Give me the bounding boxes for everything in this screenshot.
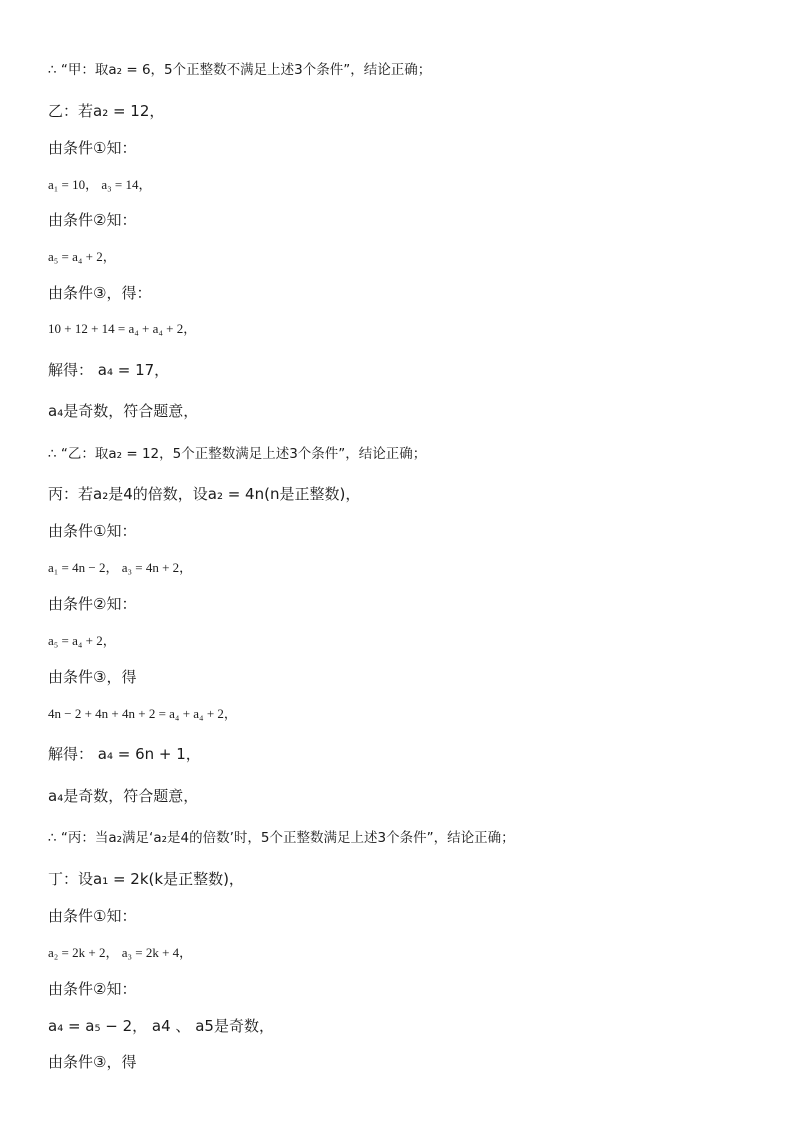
text-line: 解得： a₄ = 6n + 1， [48,745,201,763]
text-line: 丁：设a₁ = 2k(k是正整数)， [48,870,244,888]
text-line: ∴ “乙：取a₂ = 12，5个正整数满足上述3个条件”，结论正确； [48,446,427,462]
text-line: 由条件①知： [48,139,137,157]
text-line: 由条件②知： [48,595,137,613]
text-line: a₄是奇数，符合题意， [48,787,199,805]
text-line: 由条件②知： [48,980,137,998]
text-line: 由条件①知： [48,522,137,540]
text-line: 由条件②知： [48,211,137,229]
text-line: 丙：若a₂是4的倍数，设a₂ = 4n(n是正整数)， [48,485,361,503]
math-line: a₁ = 4n − 2， a₃ = 4n + 2， [48,560,193,575]
text-line: ∴ “丙：当a₂满足‘a₂是4的倍数’时，5个正整数满足上述3个条件”，结论正确； [48,830,515,846]
math-line: a₁ = 10， a₃ = 14， [48,177,152,192]
text-line: 解得： a₄ = 17， [48,361,170,379]
math-line: a₄ = a₅ − 2， a4 、 a5是奇数， [48,1017,274,1035]
text-line: 由条件③，得 [48,668,137,686]
text-line: 由条件③，得 [48,1053,137,1071]
text-line: ∴ “甲：取a₂ = 6，5个正整数不满足上述3个条件”，结论正确； [48,62,432,78]
text-line: a₄是奇数，符合题意， [48,402,199,420]
math-line: 4n − 2 + 4n + 4n + 2 = a₄ + a₄ + 2， [48,706,237,721]
math-line: a₅ = a₄ + 2， [48,249,116,264]
text-line: 由条件①知： [48,907,137,925]
math-line: a₂ = 2k + 2， a₃ = 2k + 4， [48,945,193,960]
text-line: 乙：若a₂ = 12， [48,102,165,120]
math-line: 10 + 12 + 14 = a₄ + a₄ + 2， [48,321,197,336]
math-line: a₅ = a₄ + 2， [48,633,116,648]
text-line: 由条件③，得： [48,284,152,302]
